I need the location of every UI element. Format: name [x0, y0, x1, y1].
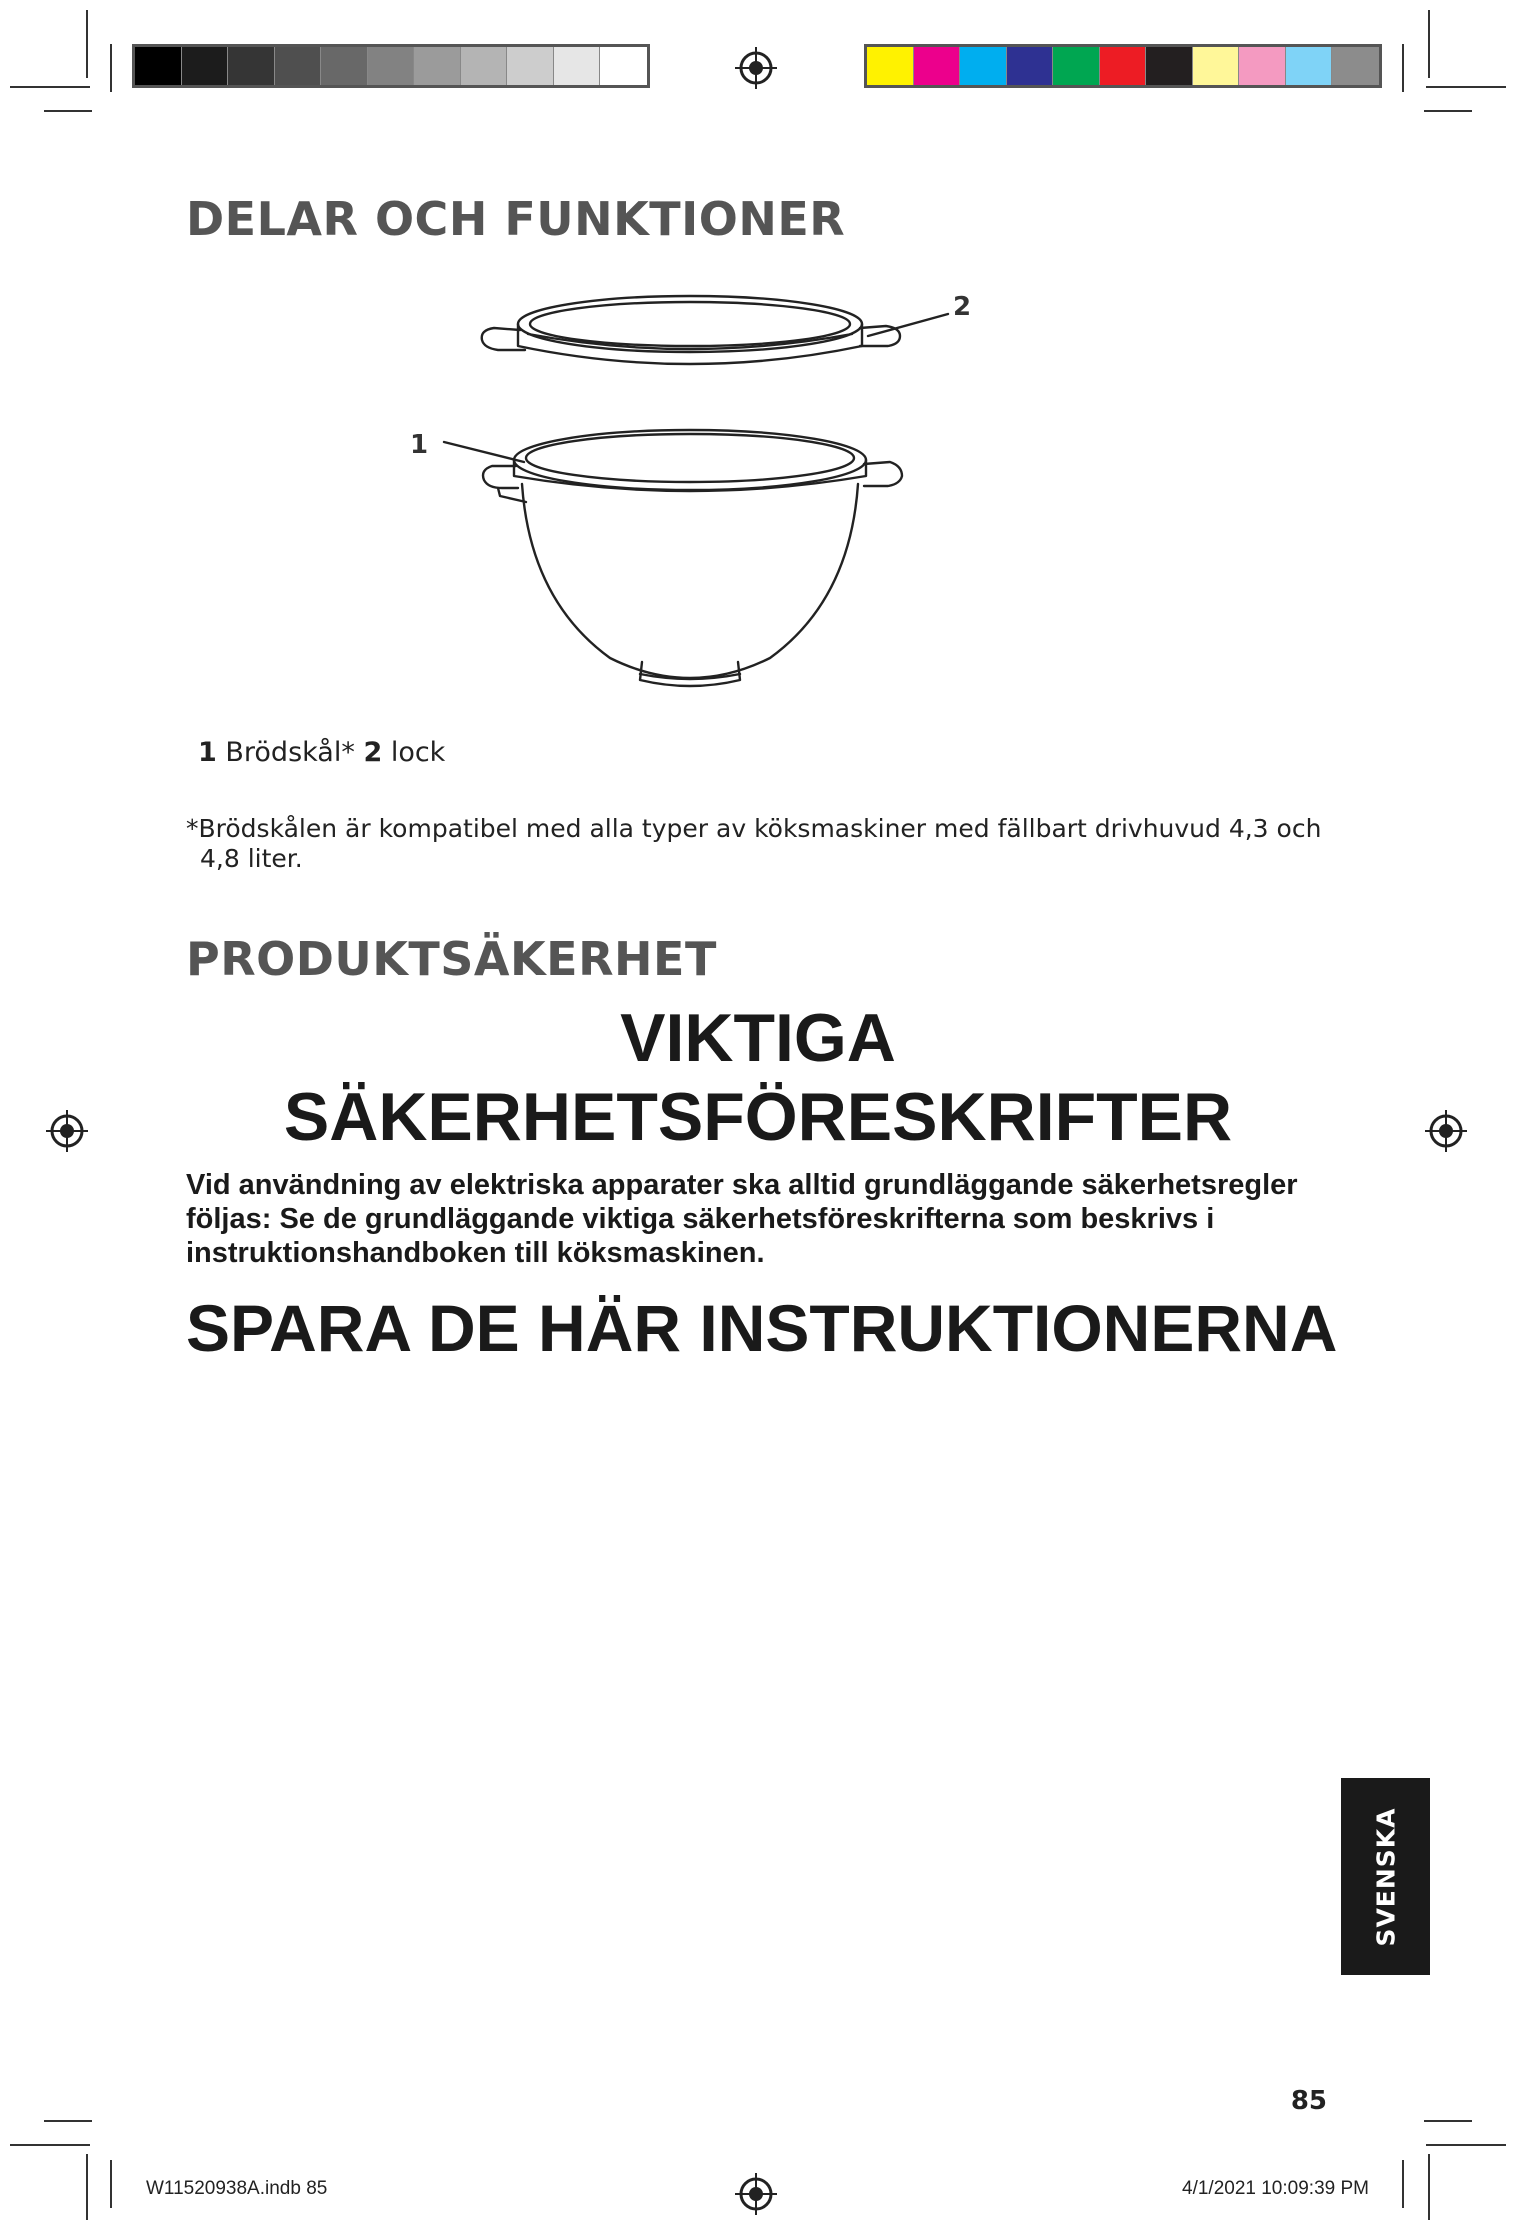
crop-mark: [10, 2144, 90, 2146]
save-instructions-title: SPARA DE HÄR INSTRUKTIONERNA: [186, 1291, 1338, 1365]
crop-mark: [1428, 10, 1430, 78]
compatibility-footnote: *Brödskålen är kompatibel med alla typer av köksmaskiner med fällbart drivhuvud 4,3 och 4,8 liter.: [186, 814, 1322, 873]
caption-text: Brödskål*: [216, 737, 364, 768]
crop-mark: [110, 2160, 112, 2208]
safety-intro: Vid användning av elektriska apparater ska alltid grundläggande säkerhetsregler följas: Se de grundläggande viktiga säkerhetsföreskrifterna som beskrivs i instruktionshandboken till köksmaskinen.: [186, 1169, 1298, 1269]
parts-heading: DELAR OCH FUNKTIONER: [186, 192, 846, 246]
color-swatch: [867, 47, 914, 85]
color-swatch: [461, 47, 508, 85]
important-title-line2: SÄKERHETSFÖRESKRIFTER: [283, 1079, 1233, 1155]
footer-file-info: W11520938A.indb 85: [146, 2178, 328, 2199]
bread-bowl-diagram: [390, 270, 1010, 700]
color-swatch: [1193, 47, 1240, 85]
page-number: 85: [1290, 2086, 1327, 2116]
color-swatch: [1332, 47, 1379, 85]
crop-mark: [1426, 86, 1506, 88]
color-swatch: [228, 47, 275, 85]
crop-mark: [44, 110, 92, 112]
lid-illustration: [482, 296, 900, 364]
color-swatch: [507, 47, 554, 85]
parts-caption: [198, 737, 445, 768]
label-1: 1: [410, 430, 429, 460]
crop-mark: [1426, 2144, 1506, 2146]
crop-mark: [86, 2154, 88, 2220]
footer-timestamp: 4/1/2021 10:09:39 PM: [1182, 2178, 1369, 2199]
registration-mark-icon: [46, 1110, 88, 1152]
crop-mark: [110, 44, 112, 92]
color-calibration-bar: [864, 44, 1382, 88]
color-swatch: [1286, 47, 1333, 85]
safety-heading: PRODUKTSÄKERHET: [186, 932, 717, 986]
registration-mark-icon: [735, 2173, 777, 2215]
color-swatch: [182, 47, 229, 85]
crop-mark: [44, 2120, 92, 2122]
registration-mark-icon: [735, 47, 777, 89]
color-swatch: [554, 47, 601, 85]
crop-mark: [1402, 44, 1404, 92]
label-2: 2: [953, 292, 972, 322]
crop-mark: [1424, 110, 1472, 112]
important-title-line1: VIKTIGA: [620, 1000, 896, 1076]
crop-mark: [86, 10, 88, 78]
color-swatch: [1146, 47, 1193, 85]
caption-text: lock: [382, 737, 446, 768]
caption-number: 2: [363, 737, 383, 768]
crop-mark: [1428, 2154, 1430, 2220]
language-tab-label: SVENSKA: [1371, 1806, 1400, 1947]
color-swatch: [275, 47, 322, 85]
color-swatch: [600, 47, 647, 85]
caption-number: 1: [198, 737, 217, 768]
color-swatch: [135, 47, 182, 85]
grayscale-calibration-bar: [132, 44, 650, 88]
color-swatch: [1239, 47, 1286, 85]
color-swatch: [914, 47, 961, 85]
crop-mark: [10, 86, 90, 88]
color-swatch: [960, 47, 1007, 85]
color-swatch: [321, 47, 368, 85]
bowl-illustration: [483, 430, 902, 686]
color-swatch: [1053, 47, 1100, 85]
crop-mark: [1402, 2160, 1404, 2208]
color-swatch: [368, 47, 415, 85]
color-swatch: [414, 47, 461, 85]
color-swatch: [1007, 47, 1054, 85]
crop-mark: [1424, 2120, 1472, 2122]
registration-mark-icon: [1425, 1110, 1467, 1152]
language-tab: [1341, 1778, 1430, 1975]
color-swatch: [1100, 47, 1147, 85]
